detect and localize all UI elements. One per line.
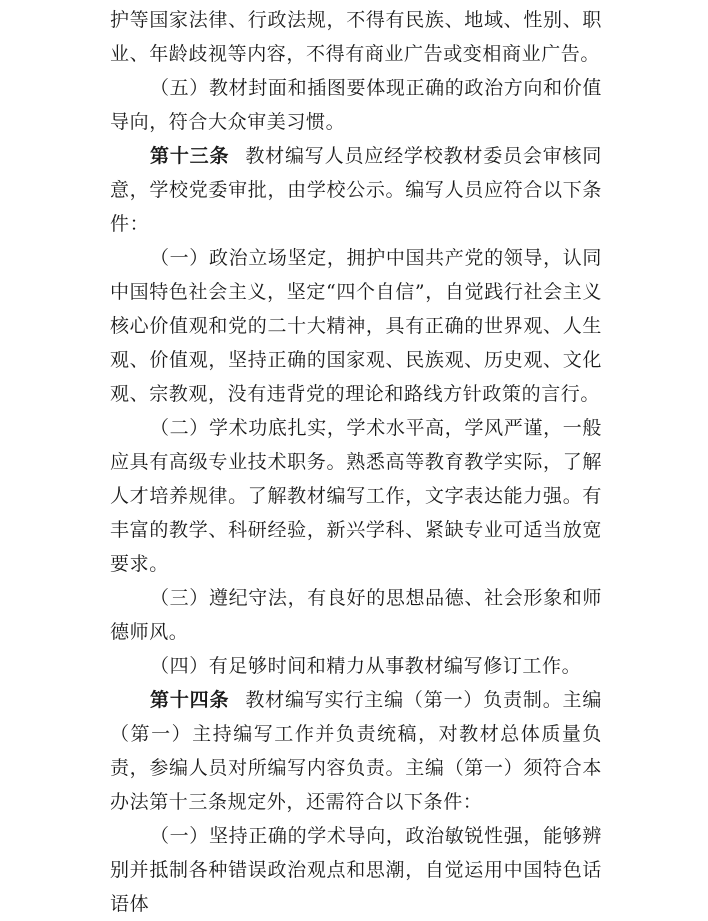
paragraph-text: （四）有足够时间和精力从事教材编写修订工作。 — [150, 655, 582, 677]
paragraph-text: （一）政治立场坚定，拥护中国共产党的领导，认同中国特色社会主义，坚定“四个自信”，自觉践行社会主义核心价值观和党的二十大精神，具有正确的世界观、人生观、价值观，坚持正确的国家观、民族观、历史观、文化观、宗教观，没有违背党的理论和路线方针政策的言行。 — [110, 247, 602, 405]
article-13-label: 第十三条 — [150, 145, 230, 167]
paragraph-text: 教材编写实行主编（第一）负责制。主编（第一）主持编写工作并负责统稿，对教材总体质量负责，参编人员对所编写内容负责。主编（第一）须符合本办法第十三条规定外，还需符合以下条件： — [110, 689, 602, 813]
paragraph-text: （三）遵纪守法，有良好的思想品德、社会形象和师德师风。 — [110, 587, 602, 643]
paragraph-continuation — [110, 3, 602, 71]
article-13-item-1 — [110, 241, 602, 411]
article-13 — [110, 139, 602, 241]
article-13-item-2 — [110, 411, 602, 581]
article-13-item-4 — [110, 649, 602, 683]
paragraph-text: 教材编写人员应经学校教材委员会审核同意，学校党委审批，由学校公示。编写人员应符合以下条件： — [110, 145, 602, 235]
paragraph-text: 护等国家法律、行政法规，不得有民族、地域、性别、职业、年龄歧视等内容，不得有商业广告或变相商业广告。 — [110, 9, 602, 65]
article-14-item-1 — [110, 819, 602, 921]
article-14-label: 第十四条 — [150, 689, 230, 711]
paragraph-item-5 — [110, 71, 602, 139]
article-13-item-3 — [110, 581, 602, 649]
paragraph-text: （一）坚持正确的学术导向，政治敏锐性强，能够辨别并抵制各种错误政治观点和思潮，自觉运用中国特色话语体 — [110, 825, 602, 915]
article-14 — [110, 683, 602, 819]
document-page — [110, 0, 602, 915]
paragraph-text: （二）学术功底扎实，学术水平高，学风严谨，一般应具有高级专业技术职务。熟悉高等教育教学实际，了解人才培养规律。了解教材编写工作，文字表达能力强。有丰富的教学、科研经验，新兴学科、紧缺专业可适当放宽要求。 — [110, 417, 602, 575]
paragraph-text: （五）教材封面和插图要体现正确的政治方向和价值导向，符合大众审美习惯。 — [110, 77, 602, 133]
